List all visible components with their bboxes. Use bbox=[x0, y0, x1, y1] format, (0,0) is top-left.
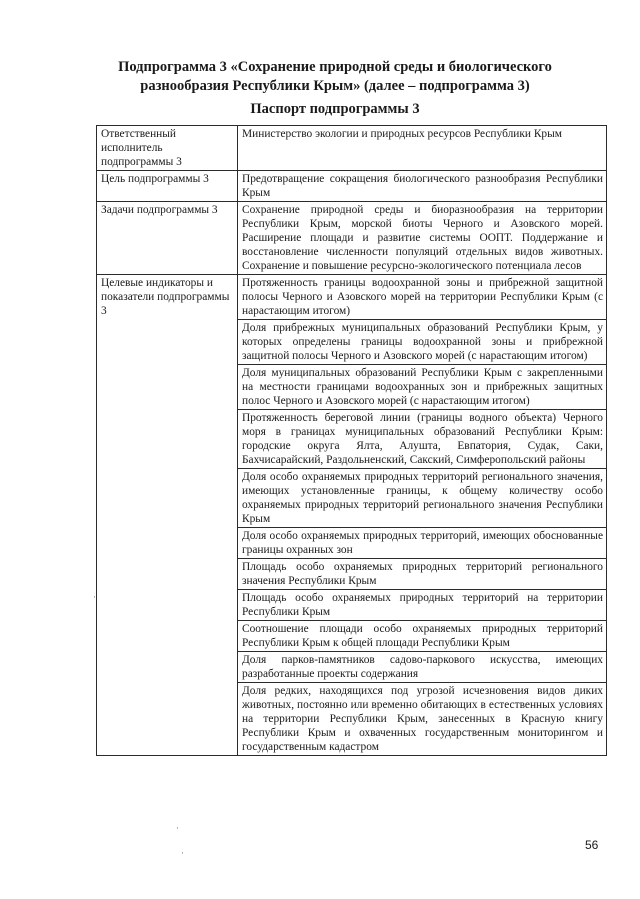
indicator-item: Площадь особо охраняемых природных территорий регионального значения Республики Крым bbox=[238, 559, 606, 590]
indicator-item: Соотношение площади особо охраняемых природных территорий Республики Крым к общей площади Республики Крым bbox=[238, 621, 606, 652]
row-value-responsible: Министерство экологии и природных ресурсов Республики Крым bbox=[238, 126, 607, 171]
table-row bbox=[97, 126, 607, 171]
indicator-item: Протяженность береговой линии (границы водного объекта) Черного моря в границах муниципальных образований Республики Крым: городские округа Ялта, Алушта, Евпатория, Судак, Саки, Бахчисарайский, Раздольненский, Сакский, Симферопольский районы bbox=[238, 410, 606, 469]
scan-speck: · bbox=[176, 823, 179, 833]
scan-speck: · bbox=[181, 848, 184, 858]
indicator-item: Площадь особо охраняемых природных территорий на территории Республики Крым bbox=[238, 590, 606, 621]
row-value-tasks: Сохранение природной среды и биоразнообразия на территории Республики Крым, морской биоты Черного и Азовского морей. Расширение площади и развитие системы ООПТ. Поддержание и восстановление численности популяций отдельных видов животных. Сохранение и повышение ресурсно-экологического потенциала лесов bbox=[238, 202, 607, 275]
scan-speck: · bbox=[93, 592, 96, 602]
subprogram-title: Подпрограмма 3 «Сохранение природной среды и биологического разнообразия Республики Крым» (далее – подпрограмма 3) bbox=[118, 59, 552, 94]
row-label-indicators: Целевые индикаторы и показатели подпрограммы 3 bbox=[97, 275, 238, 756]
indicator-item: Доля особо охраняемых природных территорий регионального значения, имеющих установленные границы, к общему количеству особо охраняемых природных территорий регионального значения Республики Крым bbox=[238, 469, 606, 528]
indicator-item: Протяженность границы водоохранной зоны и прибрежной защитной полосы Черного и Азовского морей на территории Республики Крым (с нарастающим итогом) bbox=[238, 275, 606, 320]
row-label-responsible: Ответственный исполнитель подпрограммы 3 bbox=[97, 126, 238, 171]
row-label-goal: Цель подпрограммы 3 bbox=[97, 171, 238, 202]
indicator-item: Доля редких, находящихся под угрозой исчезновения видов диких животных, постоянно или временно обитающих в естественных условиях на территории Республики Крым, занесенных в Красную книгу Республики Крым и охваченных государственным мониторингом и государственным кадастром bbox=[242, 685, 603, 753]
table-row bbox=[97, 202, 607, 275]
row-value-goal: Предотвращение сокращения биологического разнообразия Республики Крым bbox=[238, 171, 607, 202]
indicators-list bbox=[238, 275, 607, 756]
indicator-item: Доля муниципальных образований Республики Крым с закрепленными на местности границами водоохранных зон и прибрежных защитных полос Черного и Азовского морей (с нарастающим итогом) bbox=[238, 365, 606, 410]
table-row bbox=[97, 275, 607, 756]
passport-table bbox=[96, 125, 607, 756]
page-number: 56 bbox=[585, 838, 599, 852]
indicator-item: Доля особо охраняемых природных территорий, имеющих обоснованные границы охранных зон bbox=[238, 528, 606, 559]
row-label-tasks: Задачи подпрограммы 3 bbox=[97, 202, 238, 275]
indicator-item: Доля прибрежных муниципальных образований Республики Крым, у которых определены границы водоохранной зоны и прибрежной защитной полосы Черного и Азовского морей (с нарастающим итогом) bbox=[238, 320, 606, 365]
passport-heading: Паспорт подпрограммы 3 bbox=[250, 101, 420, 117]
indicator-item: Доля парков-памятников садово-паркового искусства, имеющих разработанные проекты содержания bbox=[238, 652, 606, 683]
table-row bbox=[97, 171, 607, 202]
